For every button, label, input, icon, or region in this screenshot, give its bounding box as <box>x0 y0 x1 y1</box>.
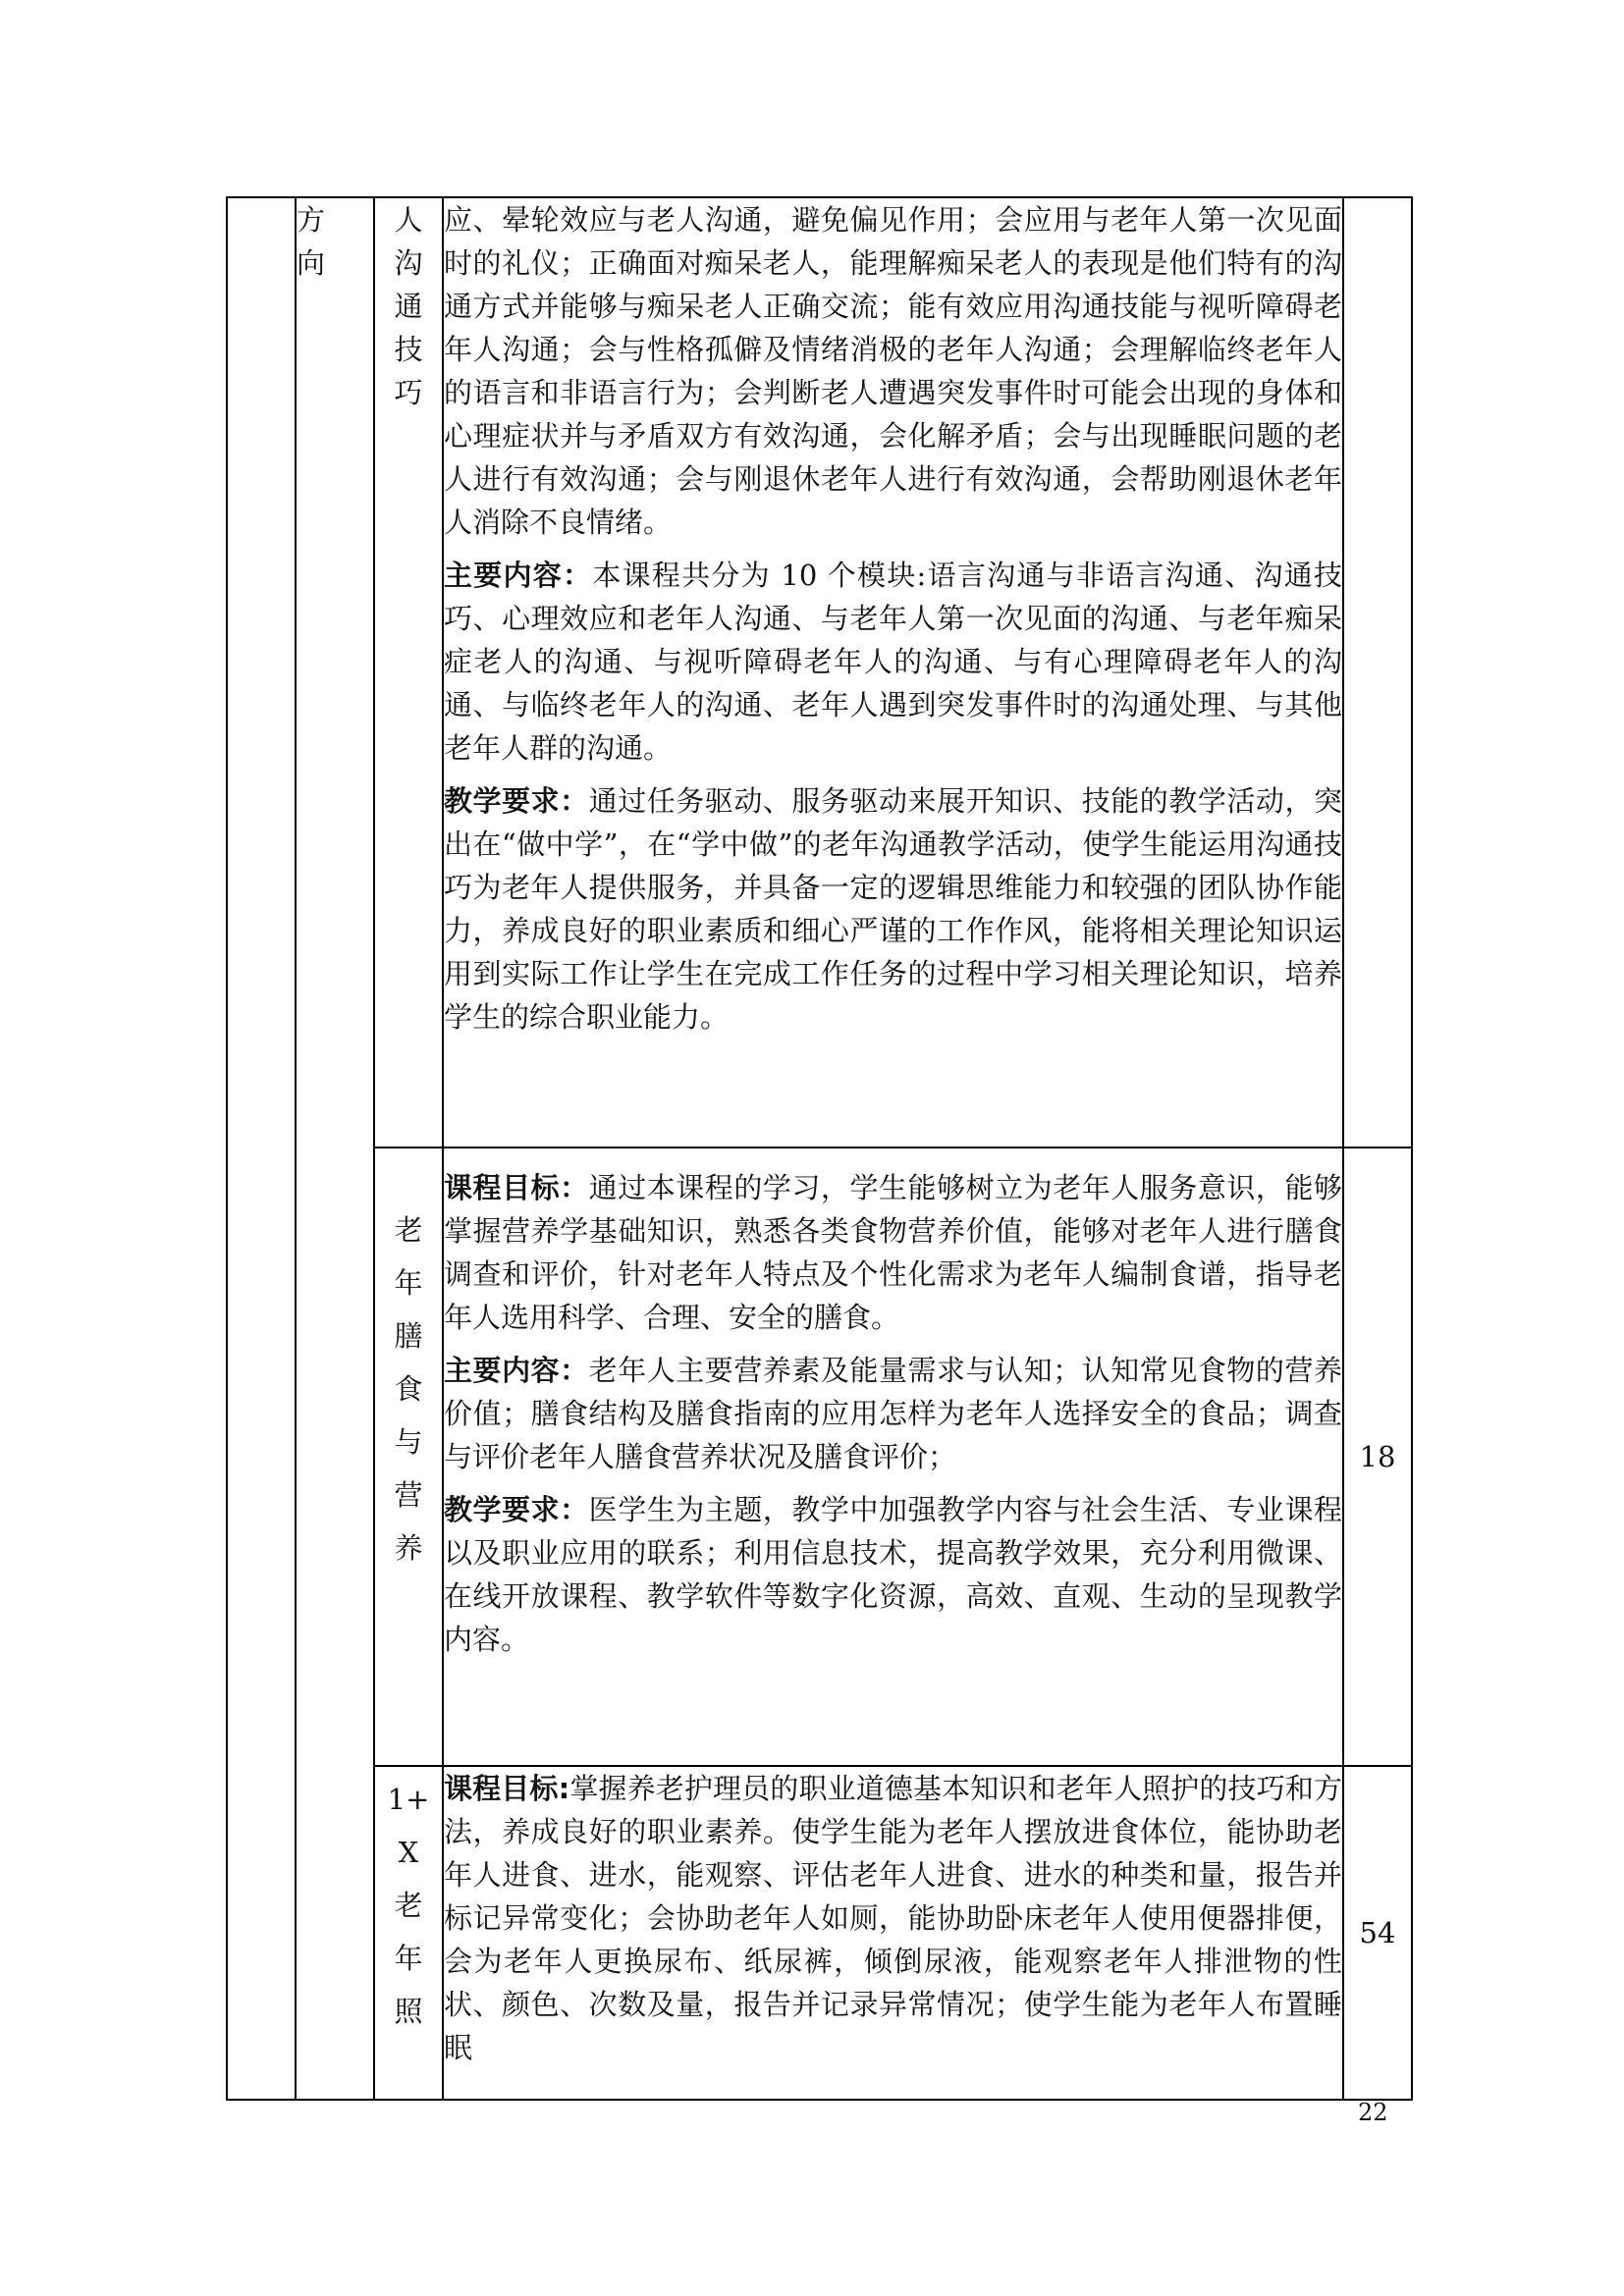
course-name-nutrition: 老 年 膳 食 与 营 养 <box>374 1148 443 1766</box>
course-table <box>226 196 1413 2101</box>
main-content-paragraph <box>444 1349 1342 1478</box>
teaching-requirements-text: 医学生为主题，教学中加强教学内容与社会生活、专业课程以及职业应用的联系；利用信息技术，提高教学效果，充分利用微课、在线开放课程、教学软件等数字化资源，高效、直观、生动的呈现教学内容。 <box>444 1493 1342 1656</box>
hours-cell-empty <box>1343 197 1412 1148</box>
objective-text: 掌握养老护理员的职业道德基本知识和老年人照护的技巧和方法，养成良好的职业素养。使学生能为老年人摆放进食体位，能协助老年人进食、进水，能观察、评估老年人进食、进水的种类和量，报告并标记异常变化；会协助老年人如厕，能协助卧床老年人使用便器排便，会为老年人更换尿布、纸尿裤，倾倒尿液，能观察老年人排泄物的性状、颜色、次数及量，报告并记录异常情况；使学生能为老年人布置睡眠 <box>444 1772 1342 2064</box>
table-row <box>227 197 1412 1148</box>
table-row <box>227 1766 1412 2100</box>
main-content-label: 主要内容： <box>444 1354 589 1387</box>
direction-cell <box>296 197 374 2100</box>
main-content-text: 老年人主要营养素及能量需求与认知；认知常见食物的营养价值；膳食结构及膳食指南的应用怎样为老年人选择安全的食品；调查与评价老年人膳食营养状况及膳食评价； <box>444 1354 1342 1473</box>
page-number: 22 <box>1358 2099 1388 2126</box>
empty-category-cell <box>227 197 296 2100</box>
direction-label-line2: 向 <box>297 246 326 280</box>
course-description-nutrition <box>443 1148 1343 1766</box>
main-content-paragraph <box>444 554 1342 770</box>
teaching-requirements-label: 教学要求： <box>444 1493 589 1526</box>
main-content-label: 主要内容： <box>444 559 593 592</box>
teaching-requirements-text: 通过任务驱动、服务驱动来展开知识、技能的教学活动，突出在“做中学”，在“学中做”的老年沟通教学活动，使学生能运用沟通技巧为老年人提供服务，并具备一定的逻辑思维能力和较强的团队协作能力，养成良好的职业素质和细心严谨的工作作风，能将相关理论知识运用到实际工作让学生在完成工作任务的过程中学习相关理论知识，培养学生的综合职业能力。 <box>444 784 1342 1034</box>
teaching-requirements-paragraph <box>444 1488 1342 1661</box>
objective-text: 应、晕轮效应与老人沟通，避免偏见作用；会应用与老年人第一次见面时的礼仪；正确面对痴呆老人，能理解痴呆老人的表现是他们特有的沟通方式并能够与痴呆老人正确交流；能有效应用沟通技能与视听障碍老年人沟通；会与性格孤僻及情绪消极的老年人沟通；会理解临终老年人的语言和非语言行为；会判断老人遭遇突发事件时可能会出现的身体和心理症状并与矛盾双方有效沟通，会化解矛盾；会与出现睡眠问题的老人进行有效沟通；会与刚退休老年人进行有效沟通，会帮助刚退休老年人消除不良情绪。 <box>444 203 1342 539</box>
course-name-communication: 人 沟 通 技 巧 <box>374 197 443 1148</box>
course-hours: 18 <box>1343 1148 1412 1766</box>
teaching-requirements-paragraph <box>444 779 1342 1039</box>
teaching-requirements-label: 教学要求： <box>444 784 589 818</box>
course-description-communication <box>443 197 1343 1148</box>
main-content-text: 本课程共分为 10 个模块:语言沟通与非语言沟通、沟通技巧、心理效应和老年人沟通、与老年人第一次见面的沟通、与老年痴呆症老人的沟通、与视听障碍老年人的沟通、与有心理障碍老年人的沟通、与临终老年人的沟通、老年人遇到突发事件时的沟通处理、与其他老年人群的沟通。 <box>444 559 1342 765</box>
objective-paragraph <box>444 1166 1342 1339</box>
objective-label: 课程目标： <box>444 1171 589 1204</box>
course-hours: 54 <box>1343 1766 1412 2100</box>
objective-text: 通过本课程的学习，学生能够树立为老年人服务意识，能够掌握营养学基础知识，熟悉各类食物营养价值，能够对老年人进行膳食调查和评价，针对老年人特点及个性化需求为老年人编制食谱，指导老年人选用科学、合理、安全的膳食。 <box>444 1171 1342 1334</box>
objective-label: 课程目标: <box>444 1772 570 1805</box>
course-name-elderly-care: 1+ X 老 年 照 <box>374 1766 443 2100</box>
table-row <box>227 1148 1412 1766</box>
course-description-elderly-care <box>443 1766 1343 2100</box>
direction-label-line1: 方 <box>297 203 326 237</box>
objective-paragraph <box>444 1767 1342 2069</box>
